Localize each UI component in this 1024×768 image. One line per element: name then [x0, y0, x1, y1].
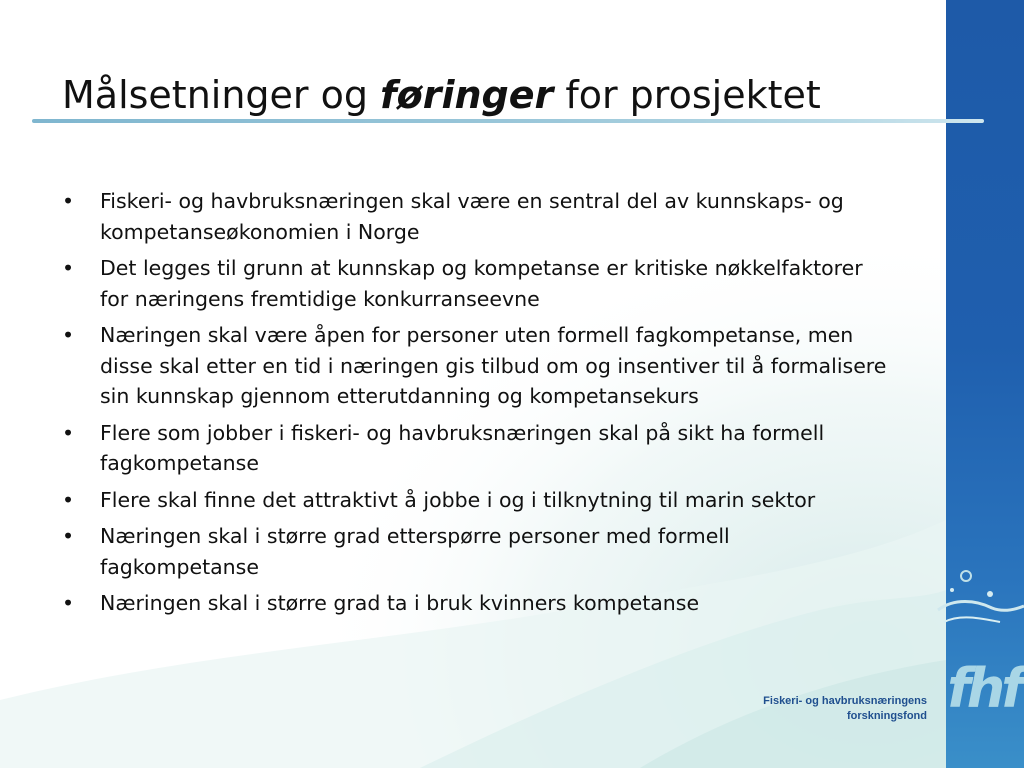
bullet-dot: • — [62, 256, 75, 280]
logo-text: fhf — [947, 657, 1021, 720]
bullet-list — [62, 186, 892, 625]
bullet-item — [62, 521, 892, 582]
title-prefix: Målsetninger og — [62, 73, 381, 117]
bullet-dot: • — [62, 487, 75, 512]
title-underline — [32, 119, 984, 123]
bullet-text: Fiskeri- og havbruksnæringen skal være en sentral del av kunnskaps- og kompetanseøkonomien i Norge — [100, 189, 844, 244]
bullet-text: Næringen skal i større grad ta i bruk kvinners kompetanse — [100, 591, 700, 615]
bullet-dot: • — [62, 420, 75, 445]
bullet-text: Det legges til grunn at kunnskap og kompetanse er kritiske nøkkelfaktorer for næringens fremtidige konkurranseevne — [100, 256, 863, 311]
bullet-text: Næringen skal i større grad etterspørre personer med formell fagkompetanse — [100, 524, 730, 579]
bullet-text: Flere som jobber i fiskeri- og havbruksnæringen skal på sikt ha formell fagkompetanse — [100, 420, 825, 475]
bullet-item — [62, 320, 892, 412]
organization-name — [763, 694, 927, 724]
title-emphasis: føringer — [380, 73, 554, 117]
bullet-dot: • — [62, 323, 75, 347]
bullet-dot: • — [62, 524, 75, 548]
org-name-line-1: Fiskeri- og havbruksnæringens — [763, 695, 927, 707]
bullet-dot: • — [62, 189, 75, 213]
bullet-text: Næringen skal være åpen for personer uten formell fagkompetanse, men disse skal etter en tid i næringen gis tilbud om og insentiver til å formalisere sin kunnskap gjennom etterutdanning og kompetansekurs — [100, 323, 887, 408]
bullet-item — [62, 588, 892, 619]
bullet-text: Flere skal finne det attraktivt å jobbe i og i tilknytning til marin sektor — [100, 487, 816, 512]
bullet-item — [62, 485, 892, 516]
bullet-item — [62, 253, 892, 314]
bullet-item — [62, 418, 892, 479]
org-name-line-2: forskningsfond — [846, 710, 927, 722]
page-title — [62, 70, 821, 120]
fhf-logo-icon — [944, 645, 1024, 720]
bullet-dot: • — [62, 591, 75, 615]
bullet-item — [62, 186, 892, 247]
title-suffix: for prosjektet — [553, 73, 821, 117]
